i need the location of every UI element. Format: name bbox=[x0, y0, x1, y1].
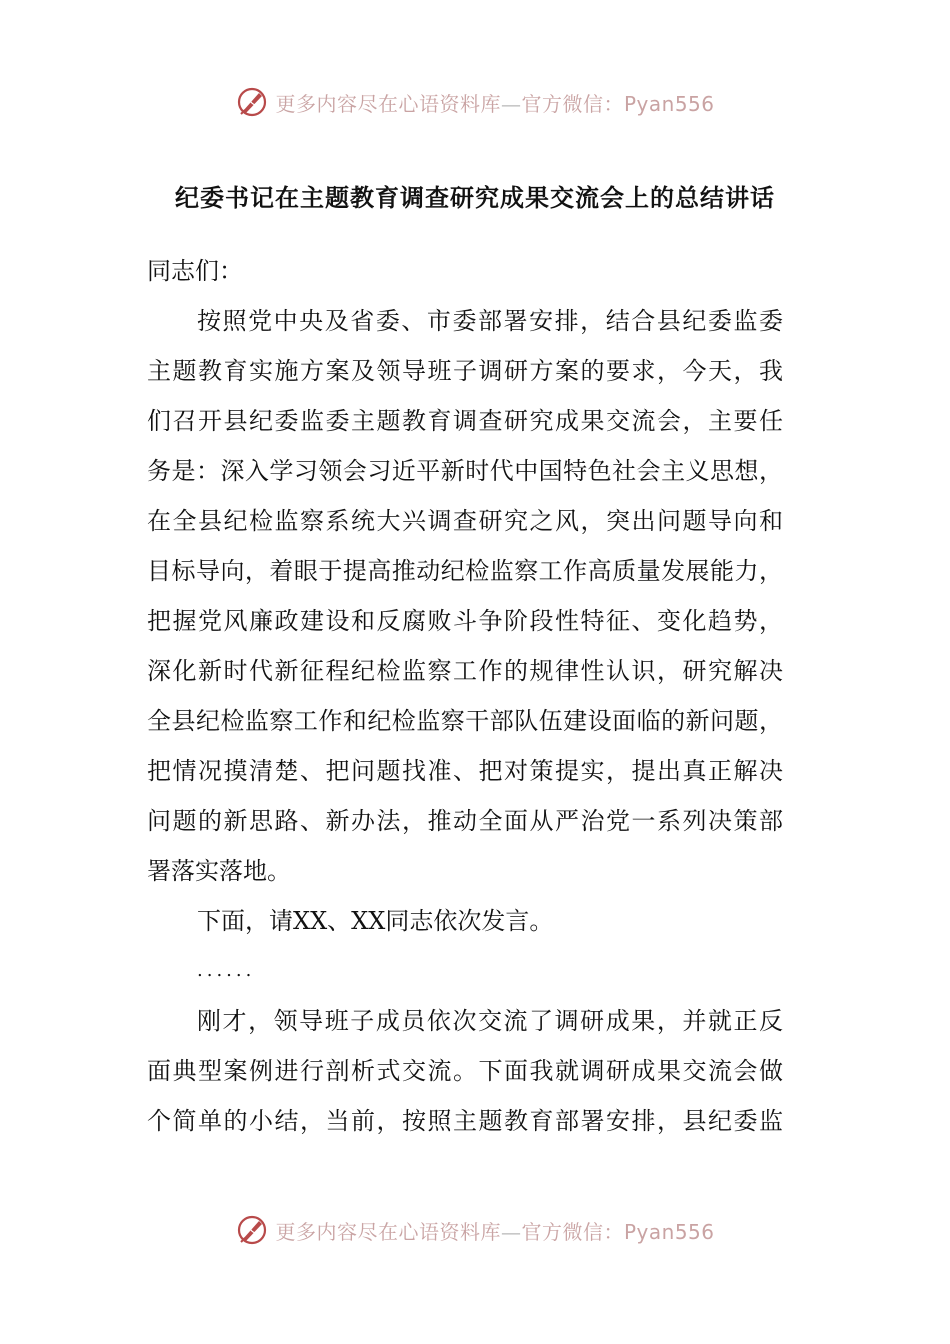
header-watermark bbox=[0, 82, 950, 122]
paragraph-line: 面典型案例进行剖析式交流。下面我就调研成果交流会做 bbox=[147, 1057, 783, 1085]
paragraph-line: 把握党风廉政建设和反腐败斗争阶段性特征、变化趋势， bbox=[147, 607, 783, 635]
paragraph-1 bbox=[147, 296, 783, 896]
paragraph-line: 全县纪检监察工作和纪检监察干部队伍建设面临的新问题， bbox=[147, 707, 783, 735]
paragraph-line: 个简单的小结，当前，按照主题教育部署安排，县纪委监 bbox=[147, 1107, 783, 1135]
paragraph-2: 下面，请XX、XX同志依次发言。 bbox=[197, 907, 554, 935]
paragraph-line: 把情况摸清楚、把问题找准、把对策提实，提出真正解决 bbox=[147, 757, 783, 785]
salutation: 同志们： bbox=[147, 257, 243, 285]
footer-watermark bbox=[0, 1210, 950, 1250]
paragraph-line: 深化新时代新征程纪检监察工作的规律性认识，研究解决 bbox=[147, 657, 783, 685]
paragraph-line: 署落实落地。 bbox=[147, 857, 291, 885]
paragraph-line: 目标导向，着眼于提高推动纪检监察工作高质量发展能力， bbox=[147, 557, 783, 585]
paragraph-line: 们召开县纪委监委主题教育调查研究成果交流会，主要任 bbox=[147, 407, 783, 435]
quill-logo-icon bbox=[235, 85, 269, 119]
watermark-text: 更多内容尽在心语资料库—官方微信：Pyan556 bbox=[275, 91, 715, 116]
paragraph-line: 刚才，领导班子成员依次交流了调研成果，并就正反 bbox=[197, 1007, 783, 1035]
paragraph-line: 在全县纪检监察系统大兴调查研究之风，突出问题导向和 bbox=[147, 507, 783, 535]
paragraph-3 bbox=[147, 996, 783, 1146]
paragraph-line: 务是：深入学习领会习近平新时代中国特色社会主义思想， bbox=[147, 457, 783, 485]
quill-logo-icon bbox=[235, 1213, 269, 1247]
paragraph-line: 主题教育实施方案及领导班子调研方案的要求，今天，我 bbox=[147, 357, 783, 385]
document-body bbox=[147, 246, 783, 1146]
ellipsis: ...... bbox=[197, 960, 256, 981]
watermark-text: 更多内容尽在心语资料库—官方微信：Pyan556 bbox=[275, 1219, 715, 1244]
paragraph-line: 按照党中央及省委、市委部署安排，结合县纪委监委 bbox=[197, 307, 783, 335]
paragraph-line: 问题的新思路、新办法，推动全面从严治党一系列决策部 bbox=[147, 807, 783, 835]
document-title: 纪委书记在主题教育调查研究成果交流会上的总结讲话 bbox=[175, 184, 775, 212]
